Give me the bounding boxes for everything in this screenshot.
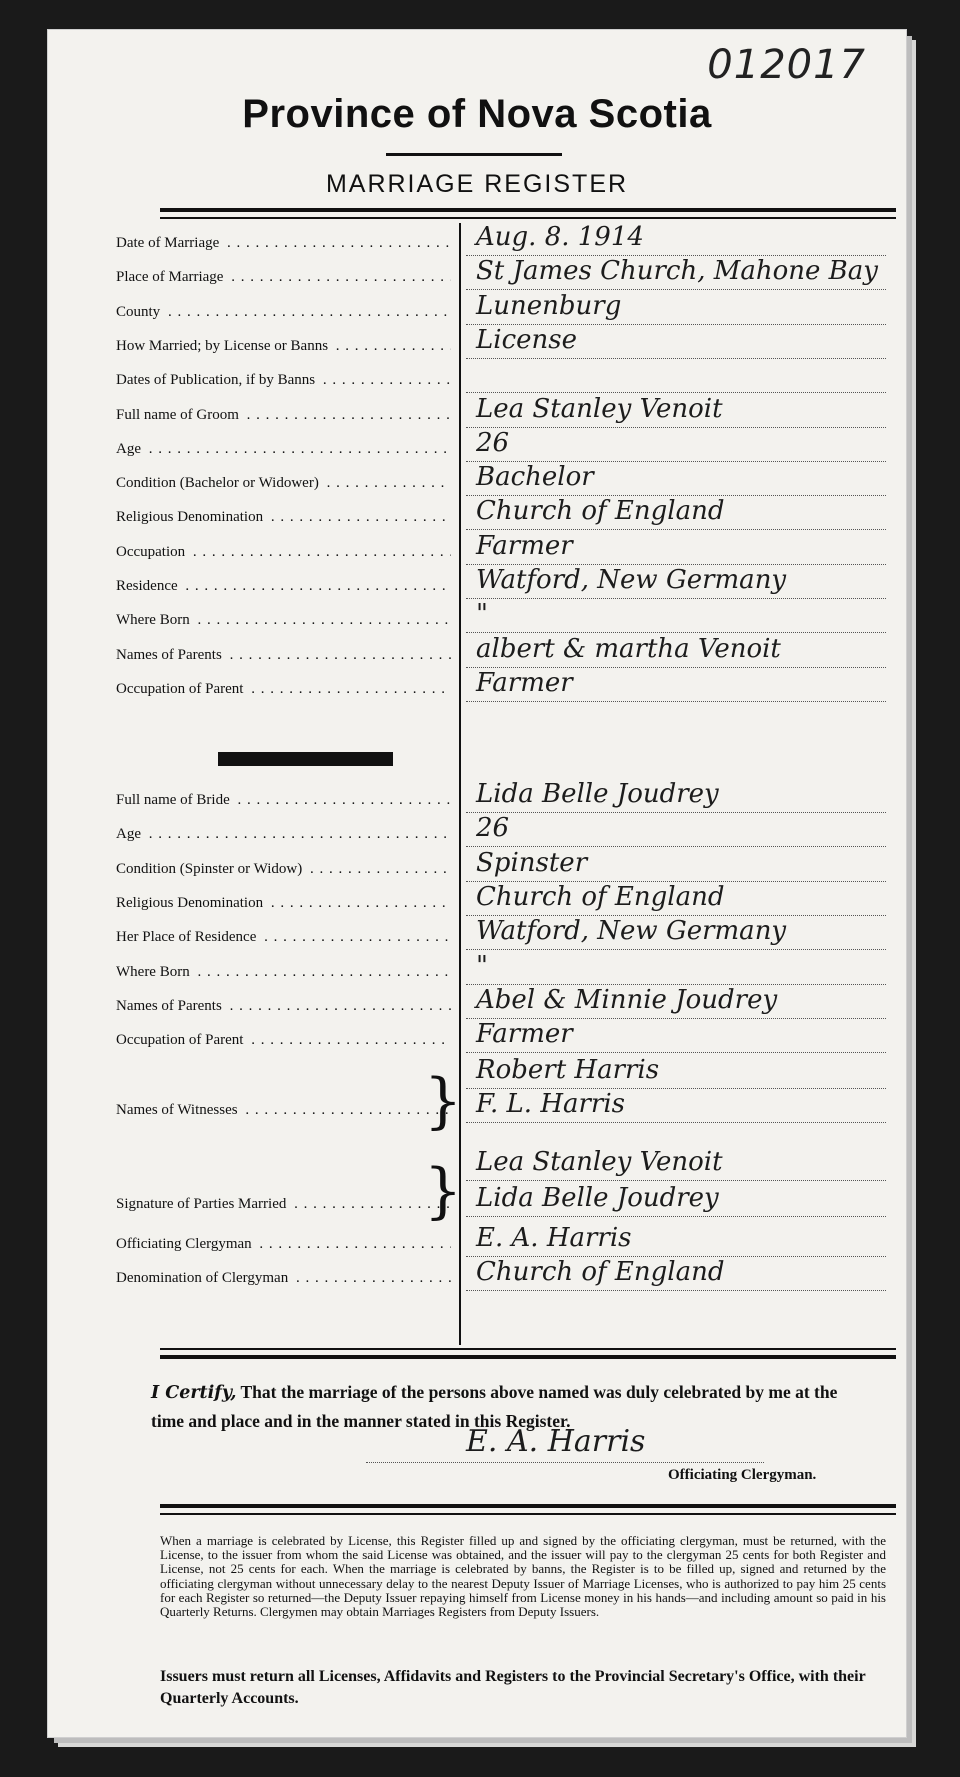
handwritten-entry: Church of England bbox=[476, 881, 725, 912]
label-text: Where Born bbox=[116, 964, 193, 980]
label-residence bbox=[116, 578, 451, 595]
handwritten-entry: albert & martha Venoit bbox=[476, 633, 781, 664]
label-text: Date of Marriage bbox=[116, 235, 222, 251]
label-text: Condition (Spinster or Widow) bbox=[116, 861, 305, 877]
value-field-names-of-parents[interactable] bbox=[466, 984, 886, 1019]
form-subtitle: MARRIAGE REGISTER bbox=[325, 170, 629, 198]
body-rule bbox=[160, 1355, 896, 1359]
handwritten-entry: Lida Belle Joudrey bbox=[476, 1183, 719, 1213]
value-field-religious-denomination[interactable] bbox=[466, 496, 886, 530]
label-text: County bbox=[116, 304, 163, 320]
value-field-signature-of-parties-married-1[interactable] bbox=[466, 1147, 886, 1181]
handwritten-entry: 26 bbox=[476, 427, 510, 458]
label-officiating-clergyman bbox=[116, 1236, 451, 1253]
handwritten-entry: Watford, New Germany bbox=[476, 916, 787, 947]
handwritten-entry: " bbox=[476, 599, 488, 630]
handwritten-entry: Lunenburg bbox=[476, 290, 622, 321]
label-names-of-parents bbox=[116, 998, 451, 1015]
value-field-place-of-marriage[interactable] bbox=[466, 256, 886, 290]
label-place-of-marriage bbox=[116, 269, 451, 286]
body-rule-thin bbox=[160, 1348, 896, 1350]
handwritten-entry: Farmer bbox=[476, 667, 573, 698]
instructions-note: When a marriage is celebrated by License, this Register filled up and signed by the officiating clergyman, must be returned, with the License, to the issuer from whom the said License was obtained, and the issuer will pay to the clergyman 25 cents for both Register and License, not 25 cents for each. When the marriage is celebrated by banns, the Register is to be filled up, signed and returned by the officiating clergyman without unnecessary delay to the nearest Deputy Issuer of Marriage Licenses, who is authorized to pay him 25 cents for each Register so returned—the Deputy Issuer repaying himself from License money in his hands—and including amount so paid in his Quarterly Returns. Clergymen may obtain Marriages Registers from Deputy Issuers. bbox=[160, 1533, 886, 1620]
value-field-full-name-of-bride[interactable] bbox=[466, 779, 886, 813]
handwritten-entry: St James Church, Mahone Bay bbox=[476, 256, 878, 287]
value-field-condition-spinster-or-widow[interactable] bbox=[466, 847, 886, 882]
header-rule-thin bbox=[160, 217, 896, 219]
footer-rule-thin bbox=[160, 1513, 896, 1515]
value-field-date-of-marriage[interactable] bbox=[466, 222, 886, 256]
label-text: Denomination of Clergyman bbox=[116, 1270, 291, 1286]
label-text: Full name of Bride bbox=[116, 792, 233, 808]
value-field-names-of-parents[interactable] bbox=[466, 633, 886, 668]
label-text: Her Place of Residence bbox=[116, 929, 259, 945]
handwritten-entry: Lea Stanley Venoit bbox=[476, 393, 723, 424]
label-text: Names of Witnesses bbox=[116, 1102, 241, 1118]
handwritten-entry: Church of England bbox=[476, 496, 725, 527]
footer-rule bbox=[160, 1504, 896, 1508]
label-text: Age bbox=[116, 441, 144, 457]
label-text: Age bbox=[116, 826, 144, 842]
value-field-signature-of-parties-married-2[interactable] bbox=[466, 1183, 886, 1217]
label-occupation-of-parent bbox=[116, 681, 451, 698]
label-text: Condition (Bachelor or Widower) bbox=[116, 475, 322, 491]
handwritten-entry: Robert Harris bbox=[476, 1055, 660, 1085]
issuers-note: Issuers must return all Licenses, Affidavits and Registers to the Provincial Secretary's Office, with their Quarterly Accounts. bbox=[160, 1668, 866, 1707]
document-number: 012017 bbox=[707, 42, 866, 88]
value-field-occupation[interactable] bbox=[466, 530, 886, 565]
signature-caption: Officiating Clergyman. bbox=[668, 1467, 817, 1483]
title-rule bbox=[386, 153, 562, 156]
handwritten-entry: Aug. 8. 1914 bbox=[476, 222, 644, 252]
label-text: Religious Denomination bbox=[116, 509, 266, 525]
value-field-residence[interactable] bbox=[466, 565, 886, 599]
value-field-condition-bachelor-or-widower[interactable] bbox=[466, 462, 886, 496]
section-divider-bar bbox=[218, 752, 393, 766]
label-signature-of-parties-married-2 bbox=[116, 1196, 451, 1213]
clergy-signature-line bbox=[366, 1424, 764, 1463]
handwritten-entry: E. A. Harris bbox=[476, 1223, 632, 1253]
handwritten-entry: Spinster bbox=[476, 847, 588, 878]
value-field-age[interactable] bbox=[466, 427, 886, 462]
value-field-names-of-witnesses-1[interactable] bbox=[466, 1055, 886, 1089]
handwritten-entry: Lea Stanley Venoit bbox=[476, 1147, 723, 1177]
label-text: How Married; by License or Banns bbox=[116, 338, 331, 354]
handwritten-entry: Farmer bbox=[476, 530, 573, 561]
value-field-county[interactable] bbox=[466, 290, 886, 325]
label-how-married-by-license-or-banns bbox=[116, 338, 451, 355]
value-field-full-name-of-groom[interactable] bbox=[466, 393, 886, 428]
label-text: Full name of Groom bbox=[116, 407, 242, 423]
label-names-of-parents bbox=[116, 647, 451, 664]
label-full-name-of-bride bbox=[116, 792, 451, 809]
label-text: Where Born bbox=[116, 612, 193, 628]
label-county bbox=[116, 304, 451, 321]
certify-lead: I Certify, bbox=[151, 1383, 237, 1403]
label-text: Officiating Clergyman bbox=[116, 1236, 255, 1252]
parties-brace: } bbox=[424, 1156, 463, 1226]
handwritten-entry: " bbox=[476, 950, 488, 981]
value-field-dates-of-publication-if-by-banns[interactable] bbox=[466, 362, 886, 393]
clergy-signature: E. A. Harris bbox=[466, 1424, 646, 1459]
label-text: Signature of Parties Married bbox=[116, 1196, 289, 1212]
label-text: Names of Parents bbox=[116, 647, 225, 663]
label-date-of-marriage bbox=[116, 235, 451, 252]
label-text: Dates of Publication, if by Banns bbox=[116, 372, 318, 388]
handwritten-entry: F. L. Harris bbox=[476, 1089, 626, 1119]
label-religious-denomination bbox=[116, 509, 451, 526]
label-age bbox=[116, 826, 451, 843]
marriage-register-form bbox=[48, 30, 906, 1737]
label-text: Occupation of Parent bbox=[116, 1032, 246, 1048]
label-age bbox=[116, 441, 451, 458]
value-field-her-place-of-residence[interactable] bbox=[466, 916, 886, 950]
label-condition-bachelor-or-widower bbox=[116, 475, 451, 492]
handwritten-entry: Lida Belle Joudrey bbox=[476, 779, 719, 809]
label-her-place-of-residence bbox=[116, 929, 451, 946]
value-field-occupation-of-parent[interactable] bbox=[466, 1019, 886, 1053]
handwritten-entry: Farmer bbox=[476, 1019, 573, 1050]
handwritten-entry: Church of England bbox=[476, 1257, 725, 1287]
value-field-where-born[interactable] bbox=[466, 599, 886, 633]
value-field-religious-denomination[interactable] bbox=[466, 881, 886, 916]
label-full-name-of-groom bbox=[116, 407, 451, 424]
value-field-occupation-of-parent[interactable] bbox=[466, 667, 886, 702]
handwritten-entry: Abel & Minnie Joudrey bbox=[476, 984, 778, 1015]
handwritten-entry: 26 bbox=[476, 813, 510, 844]
label-text: Names of Parents bbox=[116, 998, 225, 1014]
value-field-names-of-witnesses-2[interactable] bbox=[466, 1089, 886, 1123]
value-field-denomination-of-clergyman[interactable] bbox=[466, 1257, 886, 1291]
value-field-age[interactable] bbox=[466, 813, 886, 847]
label-text: Occupation bbox=[116, 544, 188, 560]
handwritten-entry: License bbox=[476, 324, 578, 355]
label-where-born bbox=[116, 964, 451, 981]
page-title: Province of Nova Scotia bbox=[242, 92, 712, 136]
handwritten-entry: Bachelor bbox=[476, 462, 594, 493]
label-religious-denomination bbox=[116, 895, 451, 912]
label-where-born bbox=[116, 612, 451, 629]
label-dates-of-publication-if-by-banns bbox=[116, 372, 451, 389]
label-text: Occupation of Parent bbox=[116, 681, 246, 697]
value-field-how-married-by-license-or-banns[interactable] bbox=[466, 324, 886, 359]
header-rule bbox=[160, 208, 896, 212]
handwritten-entry: Watford, New Germany bbox=[476, 565, 787, 595]
label-text: Place of Marriage bbox=[116, 269, 226, 285]
label-text: Residence bbox=[116, 578, 181, 594]
value-field-officiating-clergyman[interactable] bbox=[466, 1223, 886, 1257]
label-denomination-of-clergyman bbox=[116, 1270, 451, 1287]
label-occupation-of-parent bbox=[116, 1032, 451, 1049]
label-text: Religious Denomination bbox=[116, 895, 266, 911]
label-condition-spinster-or-widow bbox=[116, 861, 451, 878]
witnesses-brace: } bbox=[424, 1066, 463, 1136]
certify-body: That the marriage of the persons above named was duly celebrated by me at the time and place and in the manner stated in this Register. bbox=[151, 1382, 838, 1431]
value-field-where-born[interactable] bbox=[466, 950, 886, 985]
label-names-of-witnesses-2 bbox=[116, 1102, 451, 1119]
label-occupation bbox=[116, 544, 451, 561]
